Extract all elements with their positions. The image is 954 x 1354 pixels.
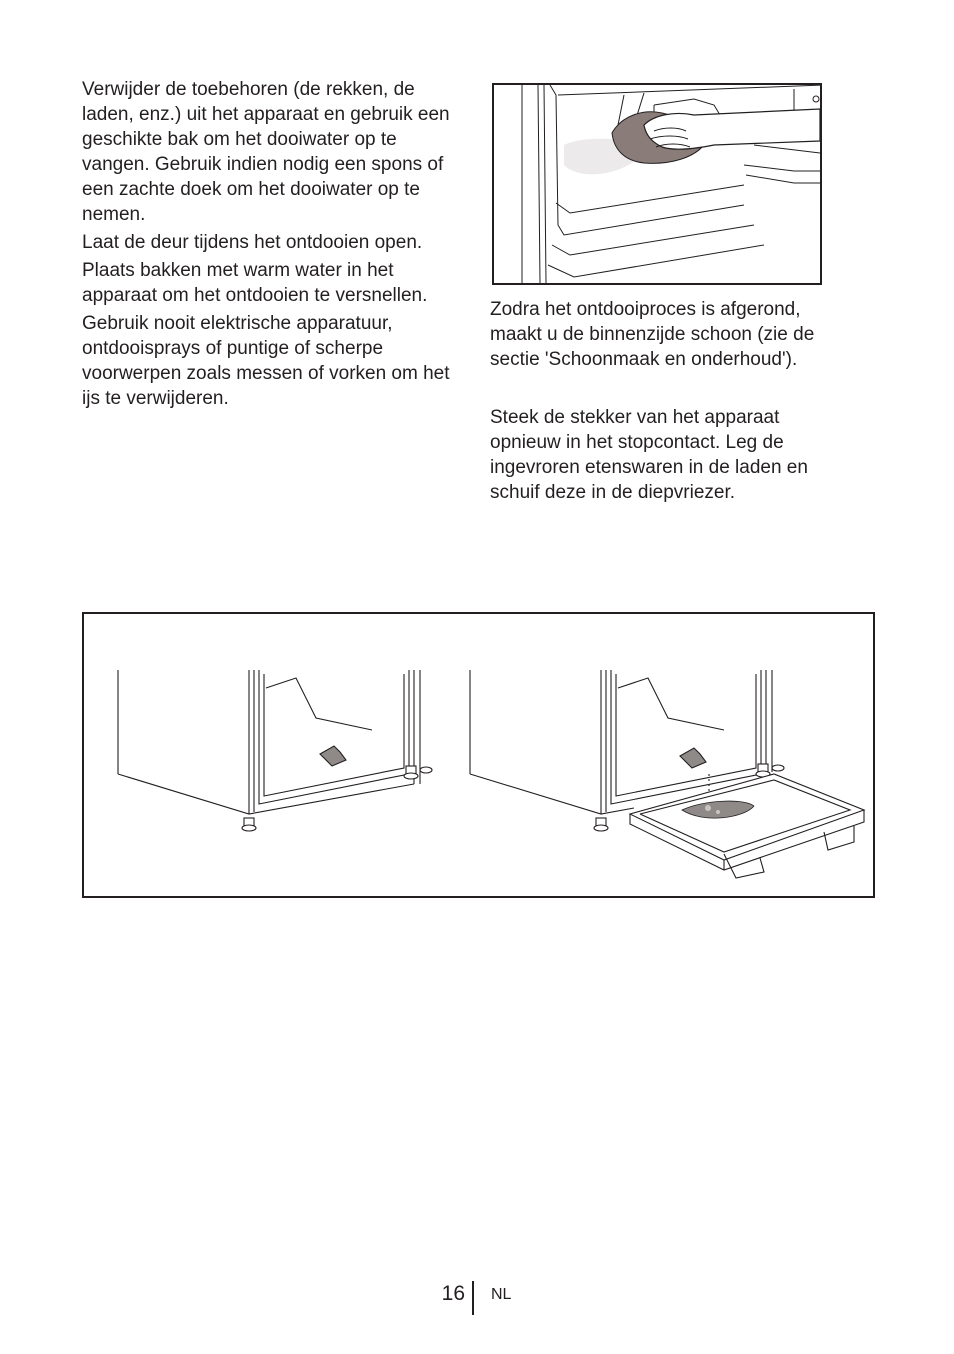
paragraph-reconnect: Steek de stekker van het apparaat opnieuw in het stopcontact. Leg de ingevroren etenswaren in de laden en schuif deze in de diepvriezer.	[490, 407, 808, 503]
language-code: NL	[491, 1286, 512, 1303]
right-text-reconnect	[490, 405, 840, 508]
paragraph-clean-inside: Zodra het ontdooiproces is afgerond, maakt u de binnenzijde schoon (zie de sectie 'Schoonmaak en onderhoud').	[490, 299, 815, 370]
paragraph-door-open: Laat de deur tijdens het ontdooien open.	[82, 232, 423, 253]
left-text-column	[82, 77, 467, 414]
footer-divider	[472, 1281, 474, 1315]
right-text-cleaning	[490, 297, 840, 375]
cleaning-illustration	[492, 83, 822, 285]
page-footer	[0, 1278, 954, 1318]
paragraph-remove-accessories: Verwijder de toebehoren (de rekken, de laden, enz.) uit het apparaat en gebruik een geschikte bak om het dooiwater op te vangen. Gebruik indien nodig een spons of een zachte doek om het dooiwater op te nemen.	[82, 79, 450, 225]
page-number: 16	[441, 1282, 465, 1305]
drain-illustration-frame	[82, 612, 875, 898]
hand-wiping-freezer-illustration	[494, 85, 820, 283]
paragraph-warm-water: Plaats bakken met warm water in het apparaat om het ontdooien te versnellen.	[82, 260, 428, 306]
paragraph-warning-tools: Gebruik nooit elektrische apparatuur, ontdooisprays of puntige of scherpe voorwerpen zoals messen of vorken om het ijs te verwijderen.	[82, 313, 450, 409]
drain-tray-illustration	[84, 614, 873, 896]
